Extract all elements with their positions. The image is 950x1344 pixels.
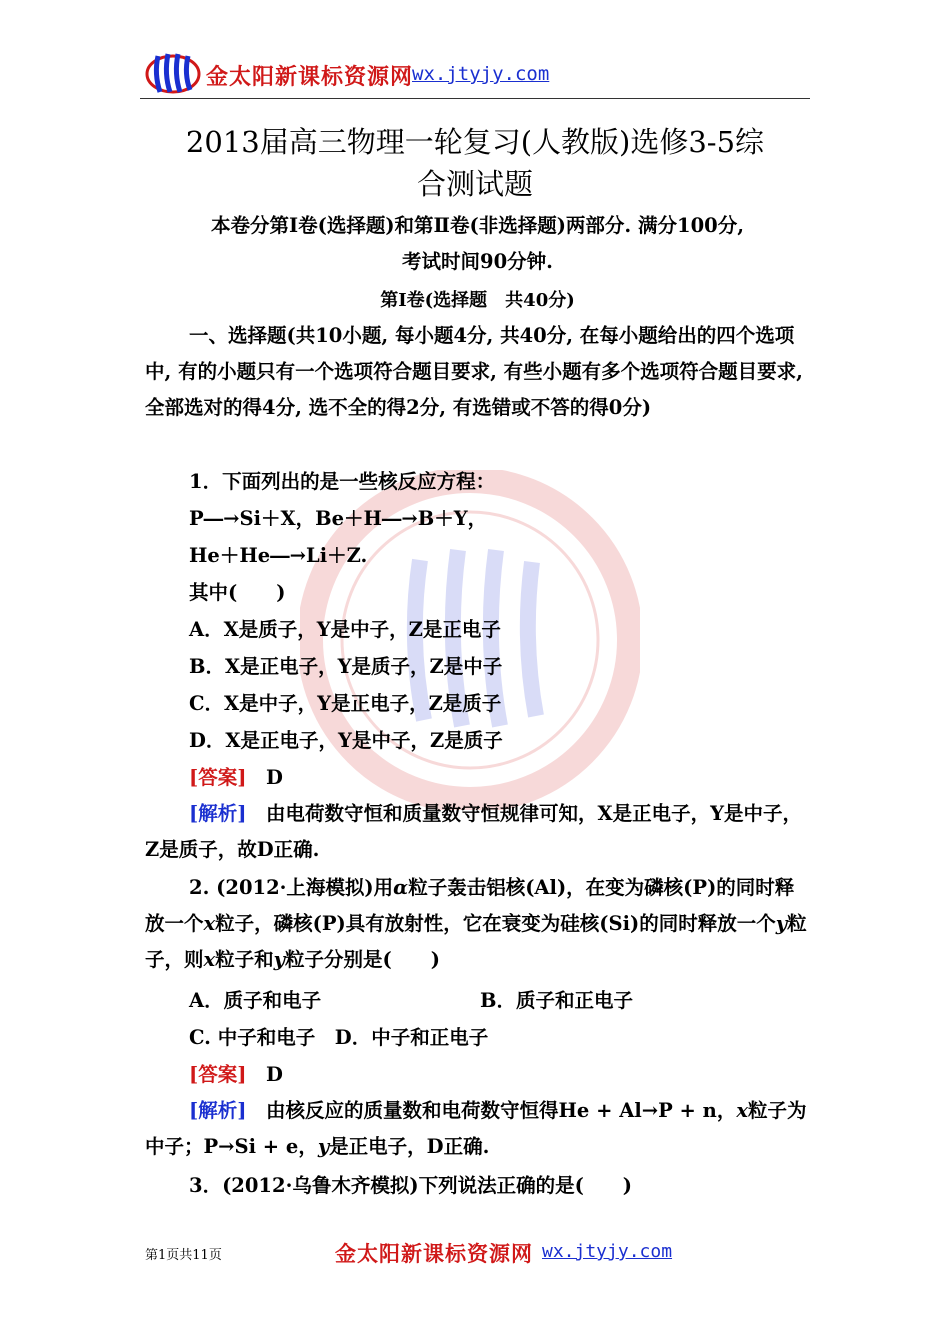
q3-stem: 3．(2012·乌鲁木齐模拟)下列说法正确的是( ) [189,1174,633,1197]
q2-stem-mid4: 粒子和 [215,948,274,971]
q2-answer-line [189,1059,283,1087]
q2-analysis-y: y [317,1135,330,1158]
q1-analysis: 由电荷数守恒和质量数守恒规律可知，X是正电子，Y是中子，Z是质子，故D正确. [145,802,803,861]
q2-analysis-mid1: 粒子为中子；P→Si + e， [145,1099,807,1158]
q2-option-a: A．质子和电子 [189,989,322,1012]
q2-stem-mid3: 粒子，则 [145,912,807,971]
q2-option-b: B．质子和正电子 [480,989,633,1012]
q2-stem-paragraph [145,870,810,978]
q2-stem-mid2: 粒子，磷核(P)具有放射性，它在衰变为硅核(Si)的同时释放一个 [215,912,776,935]
q2-y: y [775,912,788,935]
header-url-link[interactable]: wx.jtyjy.com [412,63,550,85]
q2-x-2: x [203,948,216,971]
intro-line-2: 考试时间90分钟. [402,250,553,273]
intro-line-1: 本卷分第Ⅰ卷(选择题)和第Ⅱ卷(非选择题)两部分. 满分100分, [210,214,745,237]
q2-analysis-pre: 由核反应的质量数和电荷数守恒得He + Al→P + n， [265,1099,737,1122]
q1-question: 其中( ) [189,581,286,604]
q2-analysis-end: 是正电子，D正确. [329,1135,490,1158]
q2-answer-label: [答案] [189,1063,247,1086]
q2-stem-mid1: 粒子轰击铝核(Al)，在变为磷核(P)的同时释放一个 [145,876,795,935]
q1-equation-1: P―→Si＋X，Be＋H―→B＋Y， [189,507,488,530]
header-divider [140,98,810,99]
q2-option-d: D．中子和正电子 [334,1026,489,1049]
q1-answer-line [189,762,283,790]
q2-y-2: y [273,948,286,971]
q2-x: x [203,912,216,935]
document-title-line-2: 合测试题 [416,167,533,201]
jty-logo-icon [144,48,202,96]
instructions-paragraph: 一、选择题(共10小题, 每小题4分, 共40分, 在每小题给出的四个选项中, 有的小题只有一个选项符合题目要求, 有些小题有多个选项符合题目要求, 全部选对的得4分, 选不全的得2分, 有选错或不答的得0分) [145,324,803,419]
q1-equation-2: He＋He―→Li＋Z. [189,544,368,567]
header-brand: 金太阳新课标资源网 [206,64,414,90]
q1-option-d: D．X是正电子，Y是中子，Z是质子 [189,729,503,752]
page-header [140,48,810,100]
q2-stem-end: 粒子分别是( ) [285,948,440,971]
q1-option-c: C．X是中子，Y是正电子，Z是质子 [189,692,502,715]
q1-answer-label: [答案] [189,766,247,789]
q2-analysis-paragraph [145,1093,810,1165]
q2-stem-pre: 2. (2012·上海模拟)用 [189,876,394,899]
footer-url-link[interactable]: wx.jtyjy.com [542,1241,673,1262]
q1-analysis-paragraph [145,796,810,868]
q2-analysis-x: x [736,1099,748,1122]
q1-analysis-label: [解析] [189,802,247,825]
q2-option-c: C. 中子和电子 [189,1026,316,1049]
q2-alpha: α [393,876,409,899]
q2-answer: D [265,1063,283,1086]
section-title: 第Ⅰ卷(选择题 共40分) [380,290,575,311]
document-title-line-1: 2013届高三物理一轮复习(人教版)选修3-5综 [185,125,765,159]
page-footer [145,1236,810,1266]
q2-analysis-label: [解析] [189,1099,247,1122]
q1-answer: D [265,766,283,789]
page-number: 第1页共11页 [145,1248,222,1263]
footer-brand: 金太阳新课标资源网 [335,1241,533,1266]
q1-option-a: A．X是质子，Y是中子，Z是正电子 [189,618,501,641]
q2-options-cd [189,1022,488,1050]
q1-stem: 1．下面列出的是一些核反应方程： [189,470,496,493]
q1-option-b: B．X是正电子，Y是质子，Z是中子 [189,655,503,678]
